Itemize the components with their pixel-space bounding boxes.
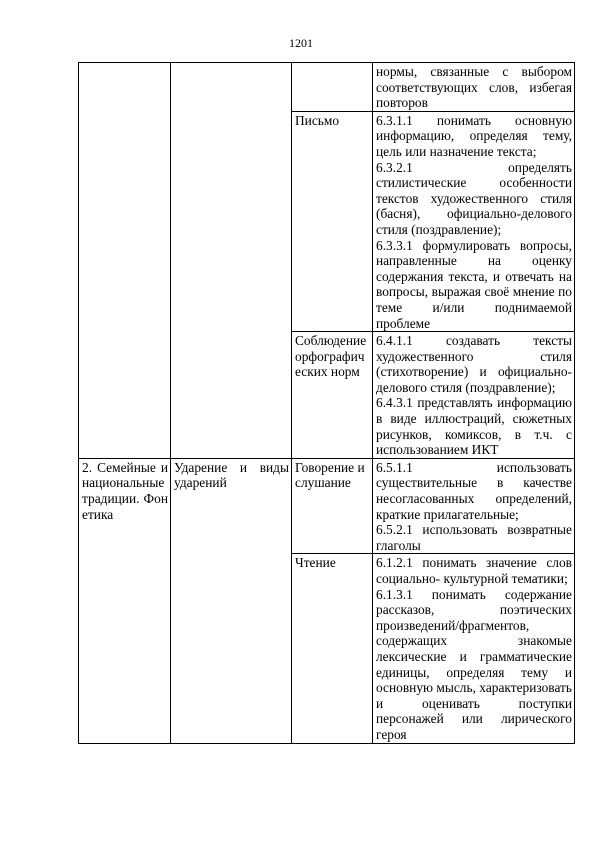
objective-text: 6.1.2.1 понимать значение слов социально- культурной тематики; <box>376 555 572 586</box>
table-row <box>79 458 575 554</box>
objective-text: 6.5.1.1 использовать существительные в качестве несогласованных определений, краткие прилагательные; <box>376 459 572 522</box>
objective-text: 6.3.1.1 понимать основную информацию, определяя тему, цель или назначение текста; <box>376 112 572 159</box>
objectives-cell <box>373 63 575 112</box>
objectives-cell <box>373 332 575 459</box>
objectives-cell <box>373 554 575 743</box>
objectives-cell <box>373 111 575 331</box>
topic-cell: Ударение и виды ударений <box>171 458 292 743</box>
objective-text: 6.5.2.1 использовать возвратные глаголы <box>376 522 572 553</box>
skill-cell <box>292 63 373 112</box>
page-number: 1201 <box>289 36 313 50</box>
objective-text: нормы, связанные с выбором соответствующих слов, избегая повторов <box>376 64 572 111</box>
curriculum-table <box>78 62 575 744</box>
section-title-cell: 2. Семейные и национальные традиции. Фонетика <box>79 458 171 743</box>
objective-text: 6.3.3.1 формулировать вопросы, направленные на оценку содержания текста, и отвечать на вопросы, выражая своё мнение по теме и/или поднимаемой проблеме <box>376 237 572 331</box>
skill-cell: Письмо <box>292 111 373 331</box>
objective-text: 6.4.1.1 создавать тексты художественного стиля (стихотворение) и официально-делового стиля (поздравление); <box>376 333 572 395</box>
objective-text: 6.4.3.1 представлять информацию в виде иллюстраций, сюжетных рисунков, комиксов, в т.ч. с использованием ИКТ <box>376 395 572 458</box>
section-cell-empty <box>79 63 171 459</box>
skill-cell: Чтение <box>292 554 373 743</box>
skill-cell: Говорение и слушание <box>292 458 373 554</box>
table-row <box>79 63 575 112</box>
skill-cell: Соблюдение орфографических норм <box>292 332 373 459</box>
topic-cell-empty <box>171 63 292 459</box>
objective-text: 6.1.3.1 понимать содержание рассказов, поэтических произведений/фрагментов, содержащих знакомые лексические и грамматические единицы, определяя тему и основную мысль, характеризовать и оценивать поступки персонажей или лирического героя <box>376 586 572 742</box>
objective-text: 6.3.2.1 определять стилистические особенности текстов художественного стиля (басня), официально-делового стиля (поздравление); <box>376 159 572 237</box>
objectives-cell <box>373 458 575 554</box>
